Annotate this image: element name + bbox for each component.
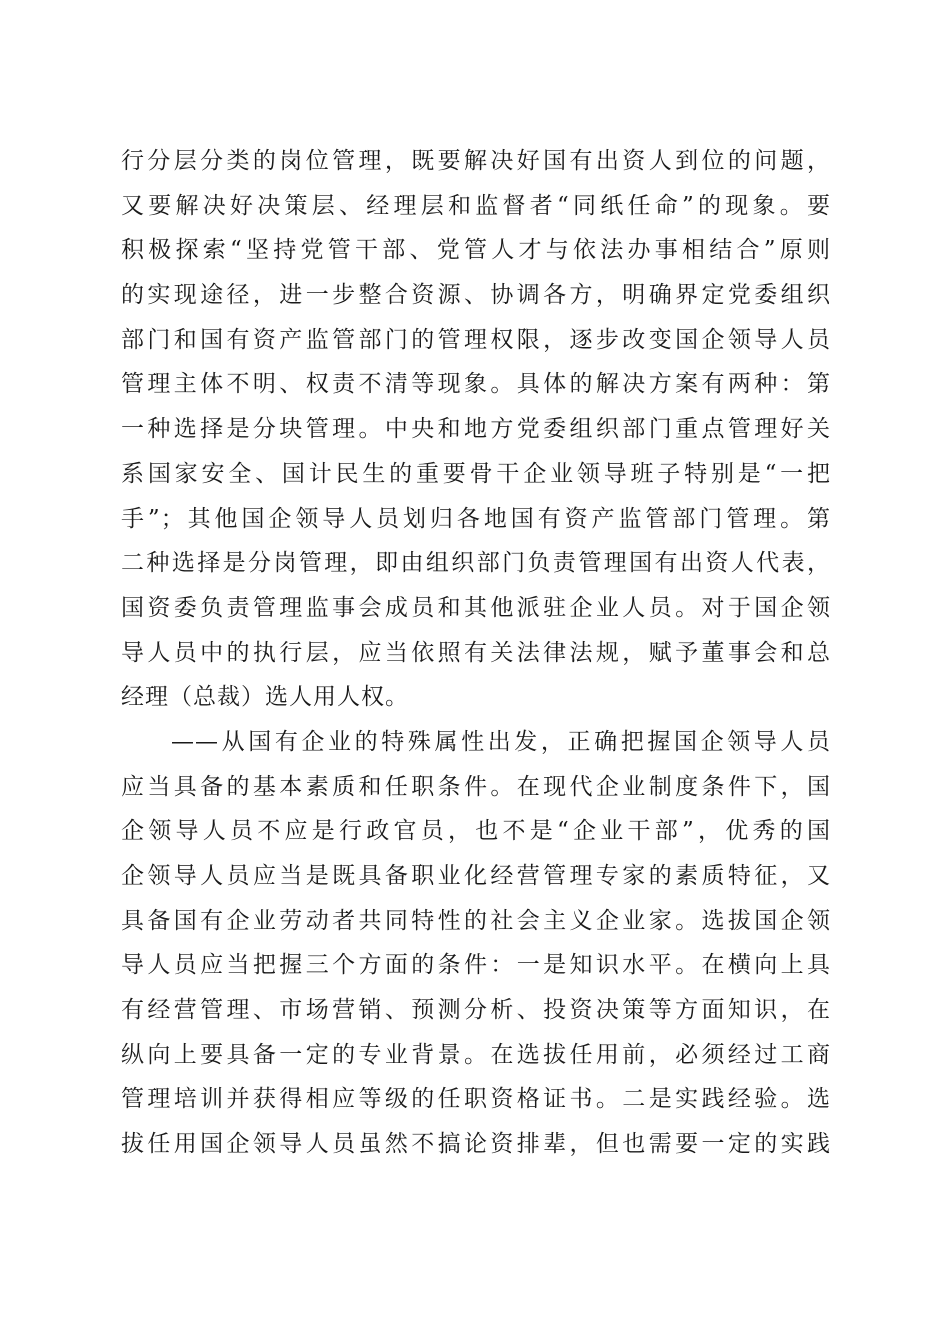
paragraph-end-line: 经理（总裁）选人用人权。 (121, 684, 409, 711)
text-line: 企领导人员不应是行政官员，也不是“企业干部”，优秀的国 (121, 818, 831, 845)
text-line: 系国家安全、国计民生的重要骨干企业领导班子特别是“一把 (121, 460, 831, 487)
paragraph-start-line: ——从国有企业的特殊属性出发，正确把握国企领导人员 (171, 728, 831, 755)
text-line: 具备国有企业劳动者共同特性的社会主义企业家。选拔国企领 (121, 907, 831, 934)
text-line: 部门和国有资产监管部门的管理权限，逐步改变国企领导人员 (121, 326, 831, 353)
text-line: 又要解决好决策层、经理层和监督者“同纸任命”的现象。要 (121, 192, 831, 219)
text-line: 导人员应当把握三个方面的条件：一是知识水平。在横向上具 (121, 952, 831, 979)
body-text (121, 139, 831, 1167)
text-line: 手”；其他国企领导人员划归各地国有资产监管部门管理。第 (121, 505, 831, 532)
text-line: 积极探索“坚持党管干部、党管人才与依法办事相结合”原则 (121, 237, 831, 264)
text-line: 纵向上要具备一定的专业背景。在选拔任用前，必须经过工商 (121, 1041, 831, 1068)
text-line: 有经营管理、市场营销、预测分析、投资决策等方面知识，在 (121, 997, 831, 1024)
text-line: 企领导人员应当是既具备职业化经营管理专家的素质特征，又 (121, 863, 831, 889)
text-line: 行分层分类的岗位管理，既要解决好国有出资人到位的问题， (121, 148, 831, 174)
text-line: 应当具备的基本素质和任职条件。在现代企业制度条件下，国 (121, 773, 831, 800)
text-line: 国资委负责管理监事会成员和其他派驻企业人员。对于国企领 (121, 594, 831, 621)
text-line: 二种选择是分岗管理，即由组织部门负责管理国有出资人代表， (121, 550, 831, 577)
text-line: 管理培训并获得相应等级的任职资格证书。二是实践经验。选 (121, 1086, 831, 1113)
text-line: 的实现途径，进一步整合资源、协调各方，明确界定党委组织 (121, 282, 831, 309)
text-line: 导人员中的执行层，应当依照有关法律法规，赋予董事会和总 (121, 639, 831, 666)
text-line: 管理主体不明、权责不清等现象。具体的解决方案有两种：第 (121, 371, 831, 398)
text-line: 拔任用国企领导人员虽然不搞论资排辈，但也需要一定的实践 (121, 1131, 831, 1158)
text-line: 一种选择是分块管理。中央和地方党委组织部门重点管理好关 (121, 416, 831, 443)
